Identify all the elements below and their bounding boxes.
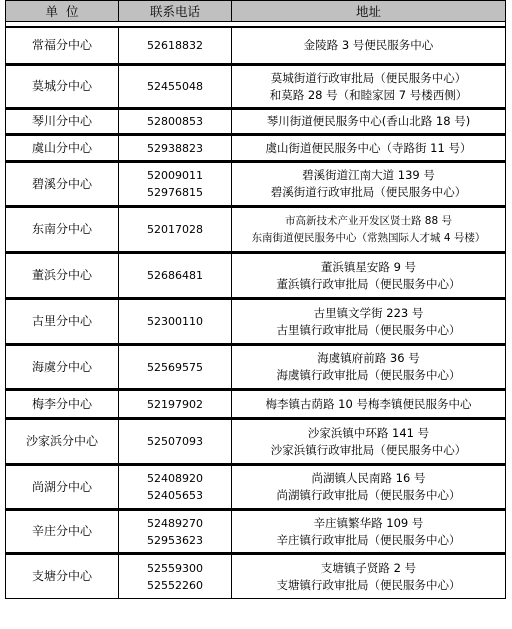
unit-cell: 碧溪分中心 [6, 163, 119, 205]
table-row [5, 418, 506, 464]
phone-number: 52408920 [147, 472, 203, 485]
address-cell [232, 555, 505, 598]
phone-number: 52618832 [147, 39, 203, 52]
address-cell [232, 466, 505, 508]
phone-number: 52800853 [147, 115, 203, 128]
address-line: 沙家浜镇行政审批局（便民服务中心） [270, 442, 467, 457]
address-line: 尚湖镇人民南路 16 号 [311, 471, 426, 485]
phone-cell [119, 208, 232, 251]
header-unit: 单 位 [6, 1, 119, 21]
phone-cell [119, 163, 232, 205]
address-cell [232, 66, 505, 107]
phone-cell [119, 555, 232, 598]
phone-number: 52552260 [147, 578, 203, 592]
address-cell [232, 163, 505, 205]
address-cell [232, 511, 505, 552]
address-line: 梅李镇古荫路 10 号梅李镇便民服务中心 [265, 396, 472, 411]
phone-number: 52569575 [147, 360, 203, 374]
table-row [5, 161, 506, 206]
address-line: 碧溪街道江南大道 139 号 [302, 168, 435, 182]
address-cell [232, 391, 505, 417]
phone-cell [119, 300, 232, 343]
address-line: 虞山街道便民服务中心（寺路街 11 号） [265, 140, 472, 155]
table-row [5, 64, 506, 108]
address-line: 琴川街道便民服务中心(香山北路 18 号) [266, 114, 471, 128]
phone-number: 52507093 [147, 435, 203, 448]
address-line: 碧溪街道行政审批局（便民服务中心） [270, 185, 467, 199]
table-header [5, 0, 506, 22]
table-row [5, 298, 506, 344]
phone-number: 52559300 [147, 561, 203, 575]
address-line: 辛庄镇繁华路 109 号 [313, 515, 424, 530]
address-cell [232, 254, 505, 297]
address-cell [232, 346, 505, 388]
unit-cell: 常福分中心 [6, 28, 119, 63]
phone-cell [119, 254, 232, 297]
phone-cell [119, 391, 232, 417]
address-line: 辛庄镇行政审批局（便民服务中心） [276, 532, 461, 547]
address-line: 古里镇文学街 223 号 [313, 305, 424, 320]
phone-number: 52197902 [147, 397, 203, 411]
table-row [5, 344, 506, 389]
header-address: 地址 [355, 3, 381, 19]
phone-number: 52953623 [147, 533, 203, 547]
address-line: 董浜镇星安路 9 号 [320, 259, 417, 274]
phone-number: 52009011 [147, 169, 203, 182]
phone-cell [119, 420, 232, 463]
phone-number: 52938823 [147, 141, 203, 155]
address-line: 董浜镇行政审批局（便民服务中心） [276, 276, 461, 291]
address-line: 市高新技术产业开发区贤士路 88 号 [284, 214, 453, 227]
address-line: 金陵路 3 号便民服务中心 [303, 38, 434, 52]
address-line: 海虞镇府前路 36 号 [317, 351, 420, 365]
table-row [5, 252, 506, 298]
phone-number: 52300110 [147, 315, 203, 328]
phone-number: 52489270 [147, 516, 203, 530]
address-cell [232, 300, 505, 343]
phone-cell [119, 66, 232, 107]
phone-cell [119, 28, 232, 63]
phone-cell [119, 466, 232, 508]
address-cell [232, 110, 505, 133]
address-line: 莫城街道行政审批局（便民服务中心） [270, 70, 467, 85]
address-line: 古里镇行政审批局（便民服务中心） [276, 322, 461, 337]
phone-number: 52976815 [147, 186, 203, 199]
address-line: 支塘镇行政审批局（便民服务中心） [276, 577, 461, 592]
unit-cell: 虞山分中心 [6, 136, 119, 160]
unit-cell: 沙家浜分中心 [6, 420, 119, 463]
address-line: 尚湖镇行政审批局（便民服务中心） [276, 488, 461, 502]
unit-cell: 董浜分中心 [6, 254, 119, 297]
phone-cell [119, 511, 232, 552]
unit-cell: 辛庄分中心 [6, 511, 119, 552]
address-cell [232, 420, 505, 463]
header-phone: 联系电话 [119, 1, 232, 21]
address-line: 海虞镇行政审批局（便民服务中心） [276, 368, 461, 382]
address-line: 沙家浜镇中环路 141 号 [307, 425, 430, 440]
unit-cell: 梅李分中心 [6, 391, 119, 417]
unit-cell: 古里分中心 [6, 300, 119, 343]
unit-cell: 琴川分中心 [6, 110, 119, 133]
unit-cell: 海虞分中心 [6, 346, 119, 388]
table-row [5, 553, 506, 599]
phone-number: 52686481 [147, 269, 203, 282]
unit-cell: 东南分中心 [6, 208, 119, 251]
unit-cell: 尚湖分中心 [6, 466, 119, 508]
phone-cell [119, 136, 232, 160]
phone-cell [119, 110, 232, 133]
address-line: 东南街道便民服务中心（常熟国际人才城 4 号楼） [251, 231, 486, 244]
table-row [5, 509, 506, 553]
phone-number: 52455048 [147, 80, 203, 93]
table-row [5, 206, 506, 252]
address-cell [232, 208, 505, 251]
table-row [5, 389, 506, 418]
service-center-table [5, 0, 506, 599]
phone-number: 52405653 [147, 489, 203, 502]
table-row [5, 26, 506, 64]
table-row [5, 464, 506, 509]
table-row [5, 134, 506, 161]
unit-cell: 支塘分中心 [6, 555, 119, 598]
phone-cell [119, 346, 232, 388]
phone-number: 52017028 [147, 223, 203, 236]
address-cell [232, 136, 505, 160]
address-cell [232, 28, 505, 63]
table-row [5, 108, 506, 134]
address-line: 和莫路 28 号（和睦家园 7 号楼西侧） [269, 87, 468, 102]
unit-cell: 莫城分中心 [6, 66, 119, 107]
address-line: 支塘镇子贤路 2 号 [320, 560, 417, 575]
